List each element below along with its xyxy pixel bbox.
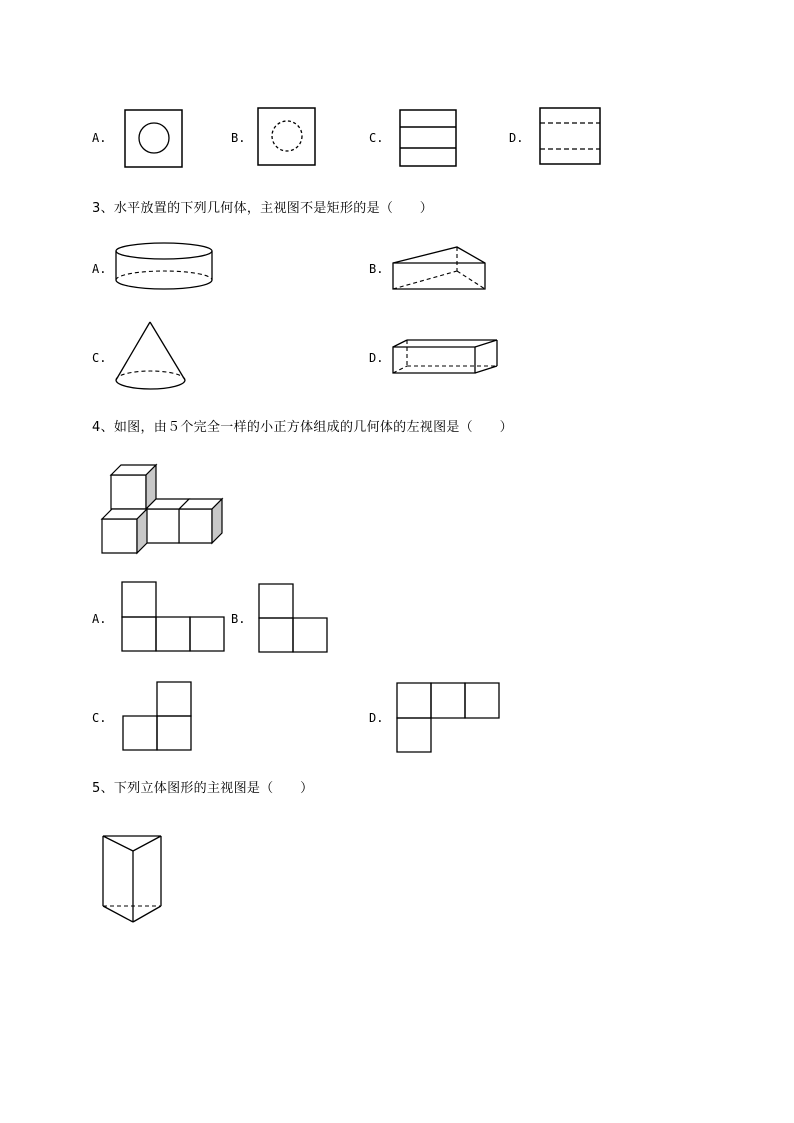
q3-option-c-label: C. (92, 351, 107, 365)
q2-option-c-figure (399, 109, 459, 169)
q4-option-c-figure (122, 681, 194, 753)
q4-cube-solid-figure (100, 464, 226, 558)
q3-option-b-figure (391, 245, 487, 293)
q3-option-d-figure (391, 338, 501, 376)
question-5-text: 5、下列立体图形的主视图是（ ） (92, 781, 314, 796)
q4-option-d-figure (396, 682, 502, 754)
q4-option-a-figure (121, 581, 227, 653)
q2-option-b-label: B. (231, 131, 246, 145)
q4-option-d-label: D. (369, 711, 384, 725)
q4-option-b-label: B. (231, 612, 246, 626)
q2-option-d-figure (539, 107, 603, 167)
q4-option-b-figure (258, 583, 330, 655)
q5-prism-figure (101, 833, 165, 927)
question-4-text: 4、如图，由５个完全一样的小正方体组成的几何体的左视图是（ ） (92, 420, 513, 435)
q3-option-c-figure (114, 320, 190, 394)
q4-option-c-label: C. (92, 711, 107, 725)
q3-option-b-label: B. (369, 262, 384, 276)
q4-option-a-label: A. (92, 612, 107, 626)
q2-option-c-label: C. (369, 131, 384, 145)
question-3-text: 3、水平放置的下列几何体，主视图不是矩形的是（ ） (92, 201, 434, 216)
q2-option-b-figure (257, 107, 317, 167)
q2-option-a-figure (124, 109, 184, 169)
q3-option-d-label: D. (369, 351, 384, 365)
q3-option-a-figure (114, 241, 216, 293)
q3-option-a-label: A. (92, 262, 107, 276)
q2-option-a-label: A. (92, 131, 107, 145)
q2-option-d-label: D. (509, 131, 524, 145)
